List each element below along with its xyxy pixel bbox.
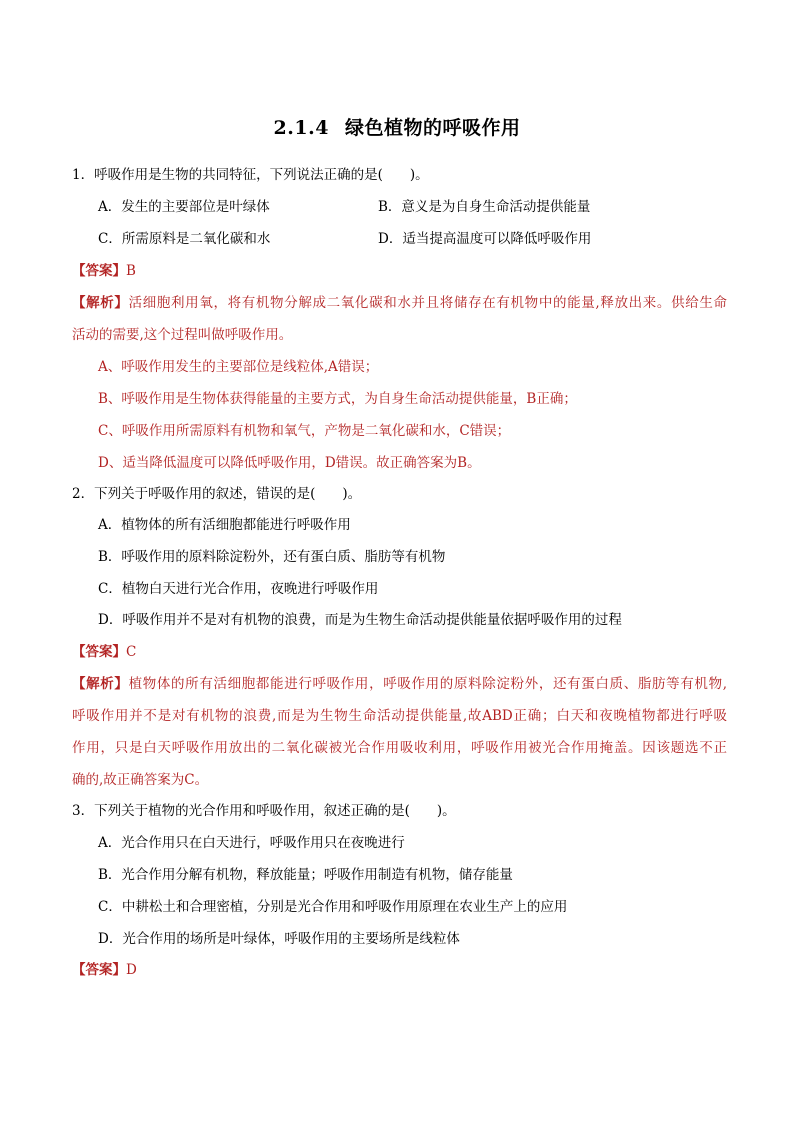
q1-analysis-c: C、呼吸作用所需原料有机物和氧气，产物是二氧化碳和水，C错误； (98, 423, 511, 439)
q2-answer-value: C (126, 644, 137, 660)
q3-option-a: A．光合作用只在白天进行，呼吸作用只在夜晚进行 (98, 835, 405, 851)
title-number: 2.1.4 (273, 117, 329, 139)
title-text: 绿色植物的呼吸作用 (344, 117, 521, 139)
q3-option-c: C．中耕松土和合理密植，分别是光合作用和呼吸作用原理在农业生产上的应用 (98, 899, 568, 915)
q1-stem: 1．呼吸作用是生物的共同特征，下列说法正确的是( )。 (72, 167, 429, 183)
q3-answer-value: D (126, 962, 137, 978)
q1-analysis-line1 (72, 294, 727, 312)
q3-option-b: B．光合作用分解有机物，释放能量；呼吸作用制造有机物，储存能量 (98, 867, 513, 883)
q1-analysis-text1: 活细胞利用氧，将有机物分解成二氧化碳和水并且将储存在有机物中的能量,释放出来。供给生命 (128, 295, 728, 311)
q1-options-row1 (98, 198, 270, 216)
q1-analysis-b: B、呼吸作用是生物体获得能量的主要方式，为自身生命活动提供能量，B正确； (98, 391, 577, 407)
q3-option-d: D．光合作用的场所是叶绿体，呼吸作用的主要场所是线粒体 (98, 931, 460, 947)
q2-analysis-line1 (72, 675, 727, 693)
answer-tag: 【答案】 (72, 644, 126, 660)
q1-analysis-d: D、适当降低温度可以降低呼吸作用，D错误。故正确答案为B。 (98, 455, 481, 471)
q2-answer (72, 643, 136, 661)
answer-tag: 【答案】 (72, 962, 126, 978)
analysis-tag: 【解析】 (72, 676, 129, 692)
q2-option-d: D．呼吸作用并不是对有机物的浪费，而是为生物生命活动提供能量依据呼吸作用的过程 (98, 612, 622, 628)
q2-stem: 2．下列关于呼吸作用的叙述，错误的是( )。 (72, 486, 362, 502)
q2-analysis-line4: 确的,故正确答案为C。 (72, 772, 209, 788)
q3-answer (72, 961, 137, 979)
q1-analysis-a: A、呼吸作用发生的主要部位是线粒体,A错误； (98, 359, 379, 375)
q1-analysis-line2: 活动的需要,这个过程叫做呼吸作用。 (72, 327, 293, 343)
q2-option-a: A．植物体的所有活细胞都能进行呼吸作用 (98, 517, 351, 533)
q1-answer-value: B (126, 263, 136, 279)
page-title (0, 113, 794, 140)
q1-option-a: A．发生的主要部位是叶绿体 (98, 199, 270, 215)
q2-option-b: B．呼吸作用的原料除淀粉外，还有蛋白质、脂肪等有机物 (98, 549, 446, 565)
q2-analysis-text1: 植物体的所有活细胞都能进行呼吸作用，呼吸作用的原料除淀粉外，还有蛋白质、脂肪等有机物, (128, 676, 728, 692)
q2-option-c: C．植物白天进行光合作用，夜晚进行呼吸作用 (98, 581, 379, 597)
q1-option-c: C．所需原料是二氧化碳和水 (98, 231, 271, 247)
answer-tag: 【答案】 (72, 263, 126, 279)
analysis-tag: 【解析】 (72, 295, 129, 311)
q1-option-d: D．适当提高温度可以降低呼吸作用 (378, 231, 592, 247)
q2-analysis-line2: 呼吸作用并不是对有机物的浪费,而是为生物生命活动提供能量,故ABD正确；白天和夜晚植物都进行呼吸 (72, 708, 727, 724)
q3-stem: 3．下列关于植物的光合作用和呼吸作用，叙述正确的是( )。 (72, 803, 456, 819)
q1-option-b: B．意义是为自身生命活动提供能量 (378, 199, 591, 215)
q2-analysis-line3: 作用，只是白天呼吸作用放出的二氧化碳被光合作用吸收利用，呼吸作用被光合作用掩盖。因该题选不正 (72, 740, 727, 756)
q1-answer (72, 262, 136, 280)
